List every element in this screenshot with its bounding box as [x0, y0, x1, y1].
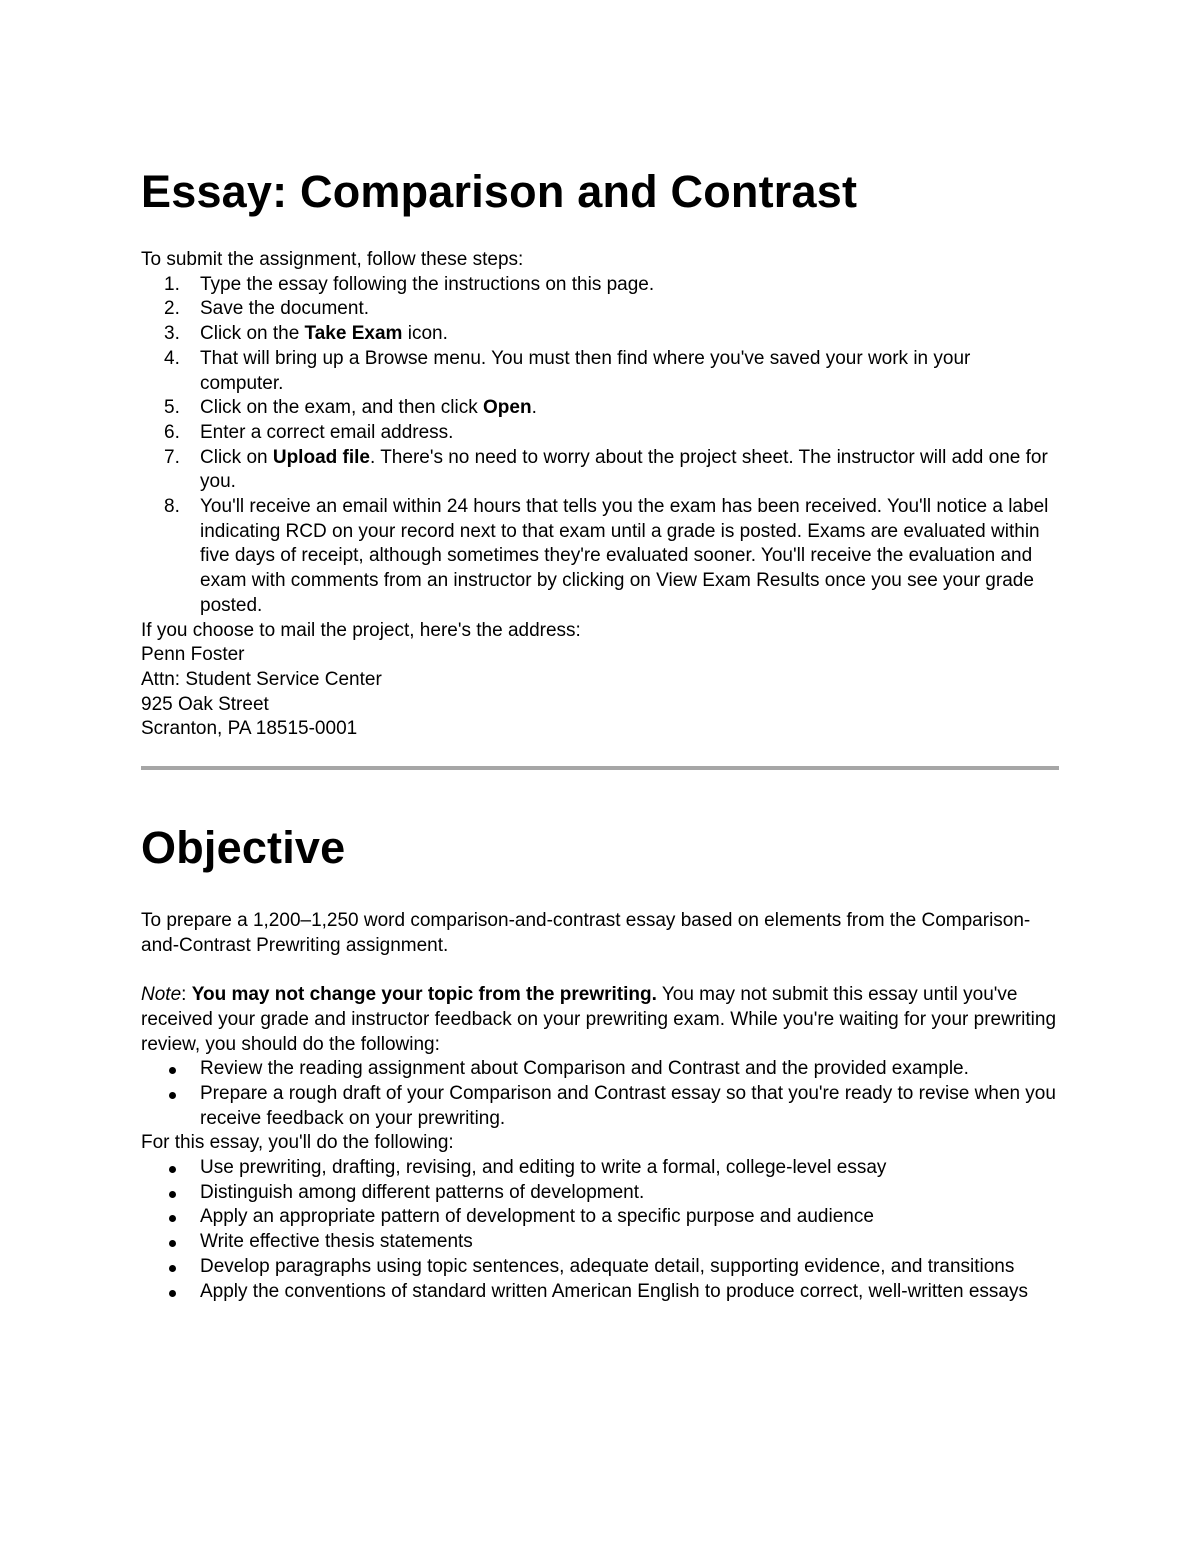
document-page [141, 160, 1059, 1304]
mailing-address [141, 643, 1059, 742]
objective-heading: Objective [141, 822, 346, 874]
objective-section [141, 909, 1059, 1304]
list-item: 3. Click on the Take Exam icon. [141, 322, 1059, 347]
list-item: 7. Click on Upload file. There's no need to worry about the project sheet. The instructor will add one for you. [164, 446, 1048, 493]
waiting-bullet-list [141, 1057, 1059, 1131]
step-number: 8. [164, 496, 180, 518]
list-item: 6. Enter a correct email address. [141, 421, 1059, 446]
upload-file-label: Upload file [272, 446, 370, 468]
take-exam-label: Take Exam [304, 323, 403, 345]
list-item: 2. Save the document. [141, 297, 1059, 322]
step-number: 3. [164, 323, 180, 345]
note-label: Note [141, 984, 182, 1006]
submission-section [141, 248, 1059, 742]
list-item: 4. That will bring up a Browse menu. You must then find where you've saved your work in your computer. [164, 347, 971, 394]
address-line: 925 Oak Street [141, 693, 269, 715]
list-item: Prepare a rough draft of your Comparison and Contrast essay so that you're ready to revise when you receive feedback on your prewriting. [141, 1082, 1059, 1131]
bullet-icon [169, 1215, 176, 1222]
submission-steps-list [141, 273, 1059, 619]
list-item: Apply the conventions of standard written American English to produce correct, well-written essays [141, 1280, 1059, 1305]
step-number: 1. [164, 273, 180, 295]
bullet-icon [169, 1191, 176, 1198]
address-line: Attn: Student Service Center [141, 668, 382, 690]
list-item: Apply an appropriate pattern of development to a specific purpose and audience [141, 1205, 1059, 1230]
note-emphasis: You may not change your topic from the prewriting. [191, 984, 657, 1006]
step-number: 4. [164, 347, 180, 369]
step-number: 5. [164, 397, 180, 419]
submission-intro: To submit the assignment, follow these steps: [141, 249, 524, 270]
address-line: Penn Foster [141, 644, 245, 666]
note-paragraph: Note: You may not change your topic from the prewriting. You may not submit this essay until you've received your grade and instructor feedback on your prewriting exam. While you're waiting for your prewriting review, you should do the following: [141, 984, 1057, 1055]
list-item: Develop paragraphs using topic sentences, adequate detail, supporting evidence, and transitions [141, 1255, 1059, 1280]
mail-intro: If you choose to mail the project, here's the address: [141, 619, 581, 641]
step-number: 7. [164, 446, 180, 468]
list-item: 1. Type the essay following the instructions on this page. [141, 273, 1059, 298]
address-line: Scranton, PA 18515-0001 [141, 718, 358, 740]
bullet-icon [169, 1092, 176, 1099]
list-item: Write effective thesis statements [141, 1230, 1059, 1255]
step-number: 6. [164, 421, 180, 443]
bullet-icon [169, 1166, 176, 1173]
essay-bullet-list [141, 1156, 1059, 1304]
bullet-icon [169, 1265, 176, 1272]
bullet-icon [169, 1067, 176, 1074]
bullet-icon [169, 1240, 176, 1247]
page-title: Essay: Comparison and Contrast [141, 166, 858, 217]
open-label: Open [483, 397, 532, 419]
list-item: 8. You'll receive an email within 24 hours that tells you the exam has been received. You'll notice a label indicating RCD on your record next to that exam until a grade is posted. Exams are evaluated within five days of receipt, although sometimes they're evaluated sooner. You'll receive the evaluation and exam with comments from an instructor by clicking on View Exam Results once you see your grade posted. [164, 496, 1049, 616]
for-essay-intro: For this essay, you'll do the following: [141, 1132, 454, 1154]
list-item: Review the reading assignment about Comparison and Contrast and the provided example. [141, 1057, 1059, 1082]
objective-paragraph: To prepare a 1,200–1,250 word comparison-and-contrast essay based on elements from the Comparison-and-Contrast Prewriting assignment. [141, 910, 1031, 956]
step-number: 2. [164, 298, 180, 320]
list-item: Use prewriting, drafting, revising, and editing to write a formal, college-level essay [141, 1156, 1059, 1181]
bullet-icon [169, 1290, 176, 1297]
list-item: Distinguish among different patterns of development. [141, 1181, 1059, 1206]
list-item: 5. Click on the exam, and then click Open. [141, 396, 1059, 421]
section-divider [141, 766, 1059, 770]
